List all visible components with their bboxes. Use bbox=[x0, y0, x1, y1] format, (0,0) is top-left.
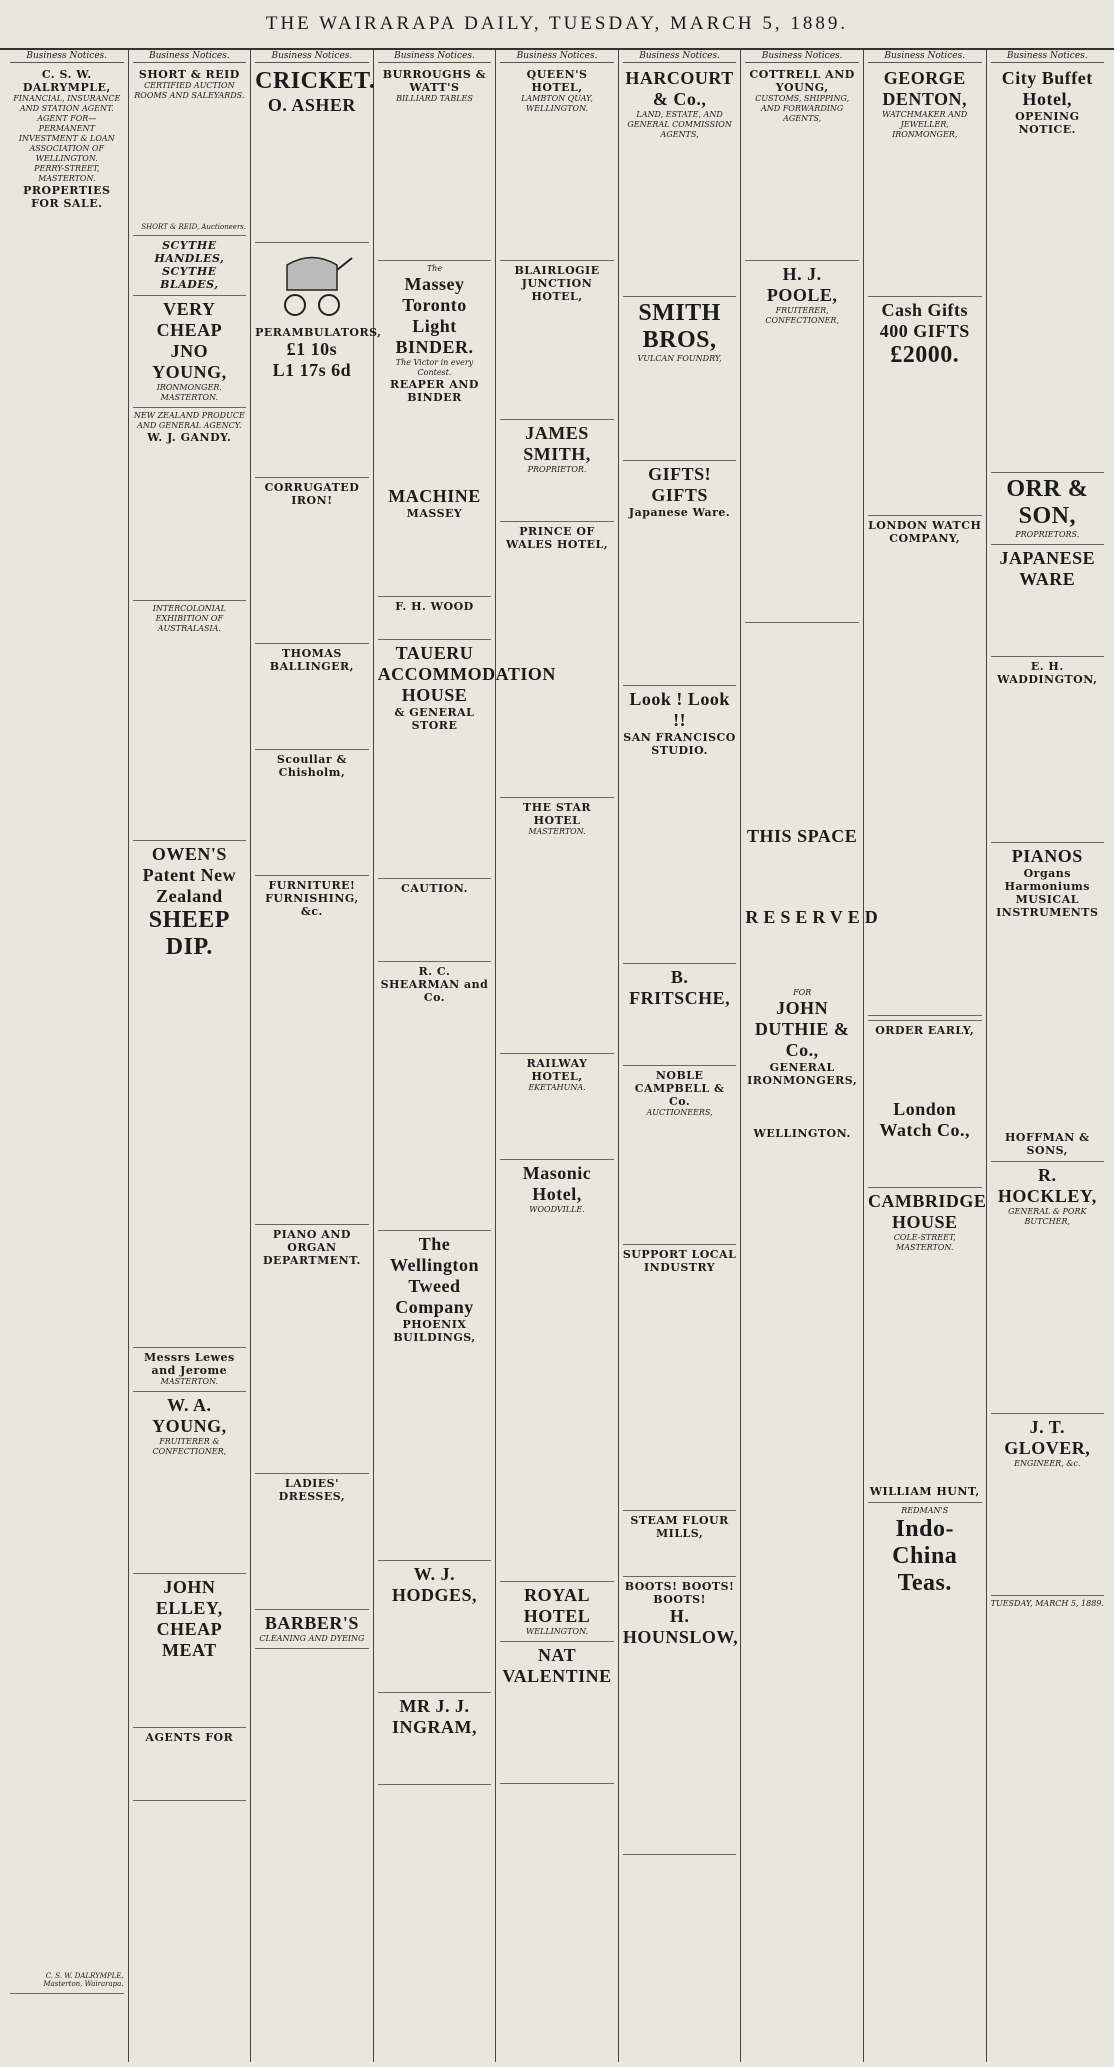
property-listings bbox=[10, 212, 124, 1972]
ad-body bbox=[991, 921, 1105, 1131]
ad-body bbox=[868, 547, 982, 747]
ad-title: JAMES SMITH, bbox=[523, 423, 591, 465]
ad-body bbox=[378, 615, 492, 635]
ad-price-2: L1 17s 6d bbox=[272, 360, 352, 381]
ad-title: JAPANESE WARE bbox=[999, 548, 1096, 590]
ad-subtitle: GENERAL & PORK BUTCHER, bbox=[1008, 1207, 1087, 1227]
ad-title: FURNITURE! FURNISHING, &c. bbox=[265, 879, 359, 919]
ad-subtitle: RESERVED bbox=[745, 907, 883, 928]
ad-title: BLAIRLOGIE JUNCTION HOTEL, bbox=[514, 264, 600, 304]
column-9 bbox=[987, 50, 1109, 2062]
hodges-ad bbox=[378, 1561, 492, 1693]
ad-title: AGENTS FOR bbox=[145, 1731, 234, 1745]
imprint bbox=[991, 1596, 1105, 1613]
cambridge-house-ad bbox=[867, 1188, 987, 1503]
ad-body bbox=[378, 106, 492, 256]
watch-prices-table bbox=[868, 747, 982, 1016]
ad-title: H. J. POOLE, bbox=[766, 264, 838, 306]
ad-subtitle: Japanese Ware. bbox=[628, 506, 731, 520]
san-francisco-studio-ad bbox=[623, 686, 737, 964]
ad-body bbox=[745, 328, 859, 618]
ad-body bbox=[133, 963, 247, 1343]
ad-title: Scoullar & Chisholm, bbox=[276, 753, 347, 780]
prince-of-wales-ad bbox=[500, 522, 614, 798]
ad-title: MR J. J. INGRAM, bbox=[391, 1696, 477, 1738]
column-4 bbox=[374, 50, 556, 2062]
glover-ad bbox=[991, 1414, 1105, 1596]
ad-amount: £2000. bbox=[890, 342, 960, 369]
ad-signature: SHORT & REID, Auctioneers. bbox=[141, 223, 247, 232]
george-denton-ad bbox=[868, 65, 982, 297]
ad-subtitle: FINANCIAL, INSURANCE AND STATION AGENT. bbox=[13, 94, 121, 114]
ingram-ad bbox=[378, 1693, 492, 1785]
ad-title: W. A. YOUNG, bbox=[152, 1395, 227, 1437]
ad-title: C. S. W. DALRYMPLE, bbox=[22, 68, 111, 95]
ad-body bbox=[500, 116, 614, 256]
column-header: Business Notices. bbox=[255, 52, 369, 63]
column-5 bbox=[496, 50, 619, 2062]
ad-subtitle: PROPRIETOR. bbox=[527, 465, 587, 475]
pram-illustration bbox=[267, 250, 357, 320]
ad-title: CRICKET. bbox=[255, 68, 376, 95]
gifts-ad bbox=[623, 461, 737, 686]
ad-body bbox=[378, 1346, 492, 1556]
fritsche-ad bbox=[623, 964, 737, 1066]
pianos-ad bbox=[991, 843, 1105, 1162]
ad-body bbox=[255, 675, 369, 745]
ad-agent: AGENT FOR—PERMANENT INVESTMENT & LOAN ASSOCIATION OF WELLINGTON. bbox=[18, 114, 115, 164]
spacer bbox=[745, 626, 859, 826]
ad-title: SMITH BROS, bbox=[638, 300, 721, 354]
railway-hotel-ad bbox=[500, 1054, 614, 1160]
ad-subtitle: OPENING NOTICE. bbox=[1015, 110, 1080, 137]
ad-title: THOMAS BALLINGER, bbox=[269, 647, 355, 674]
ad-body bbox=[868, 371, 982, 511]
ad-body-2 bbox=[868, 1143, 982, 1183]
column-header: Business Notices. bbox=[623, 52, 737, 63]
column-1 bbox=[6, 50, 129, 2062]
owens-sheep-dip-ad bbox=[133, 841, 247, 1348]
john-elley-ad bbox=[133, 1574, 247, 1728]
ad-title: THIS SPACE bbox=[747, 826, 858, 847]
ad-body bbox=[623, 1542, 737, 1572]
ad-title: GEORGE DENTON, bbox=[882, 68, 968, 110]
ad-subtitle: CLEANING AND DYEING bbox=[259, 1634, 365, 1644]
ad-subtitle: Patent New Zealand bbox=[142, 865, 237, 907]
wa-young-ad bbox=[133, 1392, 247, 1574]
ad-subtitle-2: REAPER AND BINDER bbox=[390, 378, 479, 405]
ad-body bbox=[623, 1011, 737, 1061]
ad-subtitle: VULCAN FOUNDRY, bbox=[637, 354, 722, 364]
ad-subtitle: MASTERTON. bbox=[160, 1377, 219, 1387]
ad-name: W. J. GANDY. bbox=[147, 431, 232, 445]
ad-title: RAILWAY HOTEL, bbox=[526, 1057, 588, 1084]
furniture-ad bbox=[255, 876, 369, 1225]
ad-body bbox=[991, 1229, 1105, 1409]
ad-body bbox=[623, 142, 737, 292]
ad-title: Messrs Lewes and Jerome bbox=[143, 1351, 235, 1378]
column-7 bbox=[741, 50, 883, 2062]
ad-title: CAUTION. bbox=[400, 882, 468, 896]
ad-body bbox=[623, 759, 737, 959]
ad-subtitle: WELLINGTON. bbox=[525, 1627, 589, 1637]
caution-ad bbox=[378, 879, 492, 962]
ad-section: PROPERTIES FOR SALE. bbox=[23, 184, 111, 211]
column-header: Business Notices. bbox=[10, 52, 124, 63]
column-header: Business Notices. bbox=[991, 52, 1105, 63]
ad-body bbox=[500, 305, 614, 415]
ad-title: INTERCOLONIAL EXHIBITION OF AUSTRALASIA. bbox=[152, 604, 226, 634]
ad-body bbox=[133, 1663, 247, 1723]
london-watch-company-ad bbox=[868, 516, 982, 1021]
ad-title: COTTRELL AND YOUNG, bbox=[749, 68, 855, 95]
ad-name: HOFFMAN & SONS, bbox=[1004, 1131, 1090, 1158]
ad-body bbox=[623, 1650, 737, 1850]
gandy-ad bbox=[133, 408, 247, 601]
ad-subtitle: & GENERAL STORE bbox=[394, 706, 475, 733]
ad-subtitle: The Victor in every Contest. bbox=[395, 358, 474, 378]
ad-body bbox=[623, 366, 737, 456]
ad-name: H. HOUNSLOW, bbox=[622, 1606, 739, 1648]
james-smith-ad bbox=[500, 420, 614, 522]
column-header: Business Notices. bbox=[745, 52, 859, 63]
ad-body bbox=[255, 383, 369, 473]
scythe-ad bbox=[133, 236, 247, 296]
jno-young-ad bbox=[133, 296, 247, 408]
masonic-hotel-ad bbox=[500, 1160, 614, 1582]
ad-title: B. FRITSCHE, bbox=[629, 967, 731, 1009]
ad-title: PIANOS bbox=[1011, 846, 1083, 867]
ad-title: SUPPORT LOCAL INDUSTRY bbox=[622, 1248, 737, 1275]
cottrell-young-ad bbox=[745, 65, 859, 261]
ad-title: PIANO AND ORGAN DEPARTMENT. bbox=[263, 1228, 361, 1268]
ad-title: BOOTS! BOOTS! BOOTS! bbox=[624, 1580, 735, 1607]
ad-title: ORR & SON, bbox=[1006, 476, 1089, 530]
ad-title: F. H. WOOD bbox=[395, 600, 474, 614]
cash-gifts-ad bbox=[868, 297, 982, 516]
ad-title: ORDER EARLY, bbox=[875, 1024, 975, 1038]
ad-body bbox=[378, 1608, 492, 1688]
ad-subtitle: CUSTOMS, SHIPPING, AND FORWARDING AGENTS, bbox=[755, 94, 850, 124]
ad-title: Cash Gifts bbox=[881, 300, 968, 321]
column-header: Business Notices. bbox=[500, 52, 614, 63]
ad-body bbox=[255, 781, 369, 871]
ad-title: THE STAR HOTEL bbox=[523, 801, 592, 828]
ad-title-2: London Watch Co., bbox=[879, 1099, 970, 1141]
short-reid-ad bbox=[133, 65, 247, 236]
nat-valentine-ad bbox=[500, 1642, 614, 1784]
imprint-date: TUESDAY, MARCH 5, 1889. bbox=[990, 1599, 1104, 1609]
ad-body bbox=[378, 406, 492, 486]
perambulators-ad bbox=[255, 243, 382, 478]
ad-price: £1 10s bbox=[286, 339, 338, 360]
ad-body bbox=[133, 446, 247, 596]
ad-headline: SHEEP DIP. bbox=[148, 907, 230, 961]
order-early-ad bbox=[868, 1021, 982, 1188]
taueru-ad bbox=[377, 640, 556, 879]
ad-body bbox=[623, 521, 737, 681]
ad-subtitle: AUCTIONEERS, bbox=[646, 1108, 713, 1118]
ad-title-2: MUSICAL INSTRUMENTS bbox=[996, 893, 1099, 920]
ad-title: SCYTHE HANDLES, SCYTHE BLADES, bbox=[154, 239, 225, 292]
ad-subtitle: WATCHMAKER AND JEWELLER, IRONMONGER, bbox=[882, 110, 968, 140]
city-buffet-hotel-ad bbox=[991, 65, 1105, 473]
piano-dept-ad bbox=[255, 1225, 369, 1474]
masthead: THE WAIRARAPA DAILY, TUESDAY, MARCH 5, 1889. bbox=[0, 0, 1114, 50]
ad-title: TAUERU ACCOMMODATION HOUSE bbox=[377, 643, 556, 706]
ad-body bbox=[991, 138, 1105, 468]
ad-body bbox=[255, 118, 369, 238]
poole-ad bbox=[745, 261, 859, 623]
column-header: Business Notices. bbox=[378, 52, 492, 63]
ad-title: R. C. SHEARMAN and Co. bbox=[380, 965, 489, 1005]
ad-subtitle-4: MASSEY bbox=[406, 507, 463, 521]
ad-subtitle-2: GENERAL IRONMONGERS, bbox=[747, 1061, 858, 1088]
hounslow-ad bbox=[623, 1577, 737, 1855]
ad-title: The Wellington Tweed Company bbox=[389, 1234, 479, 1318]
ad-subtitle: MASTERTON. bbox=[528, 827, 586, 837]
ad-subtitle: LAND, ESTATE, AND GENERAL COMMISSION AGENTS, bbox=[627, 110, 732, 140]
ad-body bbox=[255, 509, 369, 639]
ad-subtitle: FRUITERER & CONFECTIONER, bbox=[152, 1437, 227, 1457]
spacer bbox=[745, 847, 859, 907]
shearman-ad bbox=[378, 962, 492, 1231]
ad-title: E. H. WADDINGTON, bbox=[997, 660, 1098, 687]
ad-title: PERAMBULATORS, bbox=[255, 326, 382, 340]
ad-title: Massey Toronto Light BINDER. bbox=[395, 274, 474, 358]
column-6 bbox=[619, 50, 742, 2062]
orr-son-ad bbox=[991, 473, 1105, 545]
ad-body bbox=[991, 1471, 1105, 1591]
ad-title: SHORT & REID bbox=[138, 68, 240, 82]
ad-title: BARBER'S bbox=[264, 1613, 359, 1634]
ad-body bbox=[255, 1505, 369, 1605]
ladies-dresses-ad bbox=[255, 1474, 369, 1610]
ad-title: VERY CHEAP bbox=[156, 299, 223, 341]
ad-body bbox=[255, 1269, 369, 1469]
ad-title: LONDON WATCH COMPANY, bbox=[868, 519, 982, 546]
queens-hotel-ad bbox=[500, 65, 614, 261]
ad-title: Masonic Hotel, bbox=[522, 1163, 592, 1205]
ad-title: LADIES' DRESSES, bbox=[278, 1477, 346, 1504]
ad-subtitle: CERTIFIED AUCTION ROOMS AND SALEYARDS. bbox=[134, 81, 245, 101]
columns bbox=[6, 50, 1108, 2062]
ad-subtitle: Indo-China Teas. bbox=[892, 1516, 958, 1597]
tweed-company-ad bbox=[378, 1231, 492, 1561]
ad-subtitle: IRONMONGER. MASTERTON. bbox=[156, 383, 222, 403]
ad-subtitle: ENGINEER, &c. bbox=[1014, 1459, 1081, 1469]
ad-title: City Buffet Hotel, bbox=[1001, 68, 1093, 110]
ad-title: GIFTS! GIFTS bbox=[648, 464, 712, 506]
ad-body bbox=[255, 920, 369, 1220]
ad-subtitle: EKETAHUNA. bbox=[528, 1083, 586, 1093]
ad-title: STEAM FLOUR MILLS, bbox=[630, 1514, 729, 1541]
hockley-ad bbox=[991, 1162, 1105, 1414]
column-8 bbox=[864, 50, 987, 2062]
noble-campbell-ad bbox=[623, 1066, 737, 1245]
spacer bbox=[745, 1087, 859, 1127]
ad-body bbox=[868, 142, 982, 292]
ad-place: WELLINGTON. bbox=[753, 1127, 851, 1141]
ad-body bbox=[500, 1689, 614, 1779]
ad-body bbox=[991, 592, 1105, 652]
ad-subtitle: Organs Harmoniums bbox=[1004, 867, 1090, 894]
waddington-ad bbox=[991, 657, 1105, 843]
ad-title: REDMAN'S bbox=[901, 1506, 949, 1516]
ad-title: JOHN ELLEY, bbox=[155, 1577, 223, 1619]
column-header: Business Notices. bbox=[133, 52, 247, 63]
ad-footer: C. S. W. DALRYMPLE, Masterton, Wairarapa. bbox=[43, 1972, 124, 1989]
corrugated-iron-ad bbox=[255, 478, 369, 644]
exhibition-ad bbox=[133, 601, 247, 841]
ad-body-2 bbox=[378, 522, 492, 592]
reserved-space-ad bbox=[745, 623, 883, 1144]
harcourt-ad bbox=[623, 65, 737, 297]
ad-subtitle: SAN FRANCISCO STUDIO. bbox=[623, 731, 736, 758]
ad-body bbox=[133, 636, 247, 836]
ad-kicker: The bbox=[426, 264, 443, 274]
japanese-ware-ad bbox=[991, 545, 1105, 657]
star-hotel-ad bbox=[500, 798, 614, 1054]
ad-body bbox=[868, 1255, 982, 1485]
ad-body bbox=[133, 103, 247, 223]
ad-title: W. J. HODGES, bbox=[391, 1564, 477, 1606]
agents-ad bbox=[133, 1728, 247, 1801]
ad-title: NAT VALENTINE bbox=[502, 1645, 612, 1687]
cricket-ad bbox=[255, 65, 376, 243]
ad-body bbox=[745, 126, 859, 256]
blairlogie-hotel-ad bbox=[500, 261, 614, 420]
scoullar-chisholm-ad bbox=[255, 750, 369, 876]
ad-place: PERRY-STREET, MASTERTON. bbox=[34, 164, 100, 184]
ad-body bbox=[378, 734, 492, 874]
spacer bbox=[745, 928, 859, 988]
ad-subtitle: FRUITERER, CONFECTIONER, bbox=[765, 306, 839, 326]
ad-for: FOR bbox=[793, 988, 812, 998]
fh-wood-ad bbox=[378, 597, 492, 640]
ad-body bbox=[623, 1120, 737, 1240]
burroughs-watts-ad bbox=[378, 65, 492, 261]
barbers-ad bbox=[255, 1610, 369, 1649]
flour-mills-ad bbox=[623, 1511, 737, 1577]
ad-title: PRINCE OF WALES HOTEL, bbox=[505, 525, 609, 552]
ad-title: CAMBRIDGE HOUSE bbox=[867, 1191, 987, 1233]
ad-subtitle: COLE-STREET, MASTERTON. bbox=[893, 1233, 956, 1253]
dalrymple-ad bbox=[10, 65, 124, 1993]
ad-body bbox=[500, 477, 614, 517]
lewes-jerome-ad bbox=[133, 1348, 247, 1392]
ad-name: JNO YOUNG, bbox=[152, 341, 227, 383]
column-header: Business Notices. bbox=[868, 52, 982, 63]
ad-body bbox=[378, 1740, 492, 1780]
ad-subtitle: PHOENIX BUILDINGS, bbox=[393, 1318, 476, 1345]
ad-subtitle: CHEAP MEAT bbox=[156, 1619, 223, 1661]
redmans-teas-ad bbox=[868, 1503, 982, 1601]
smith-bros-ad bbox=[623, 297, 737, 461]
ad-body bbox=[500, 1217, 614, 1577]
ad-body bbox=[133, 1746, 247, 1796]
ad-body bbox=[623, 1276, 737, 1506]
ad-body bbox=[991, 688, 1105, 838]
ad-subtitle-3: MACHINE bbox=[388, 486, 481, 507]
ad-title: CORRUGATED IRON! bbox=[264, 481, 360, 508]
ballinger-ad bbox=[255, 644, 369, 750]
ad-title: Look ! Look !! bbox=[629, 689, 730, 731]
royal-hotel-ad bbox=[500, 1582, 614, 1642]
ad-title: NEW ZEALAND PRODUCE AND GENERAL AGENCY. bbox=[133, 411, 245, 431]
ad-name: WILLIAM HUNT, bbox=[869, 1485, 980, 1499]
ad-name: O. ASHER bbox=[267, 95, 356, 116]
ad-subtitle: BILLIARD TABLES bbox=[396, 94, 473, 104]
ad-title: BURROUGHS & WATT'S bbox=[382, 68, 487, 95]
column-2 bbox=[129, 50, 252, 2062]
ad-title: NOBLE CAMPBELL & Co. bbox=[634, 1069, 725, 1109]
ad-title: HARCOURT & Co., bbox=[625, 68, 734, 110]
ad-body bbox=[868, 1039, 982, 1099]
ad-title: ROYAL HOTEL bbox=[523, 1585, 591, 1627]
massey-binder-ad bbox=[378, 261, 492, 597]
ad-body bbox=[378, 1006, 492, 1226]
ad-body bbox=[378, 897, 492, 957]
ad-title: OWEN'S bbox=[151, 844, 227, 865]
ad-name: JOHN DUTHIE & Co., bbox=[754, 998, 850, 1061]
ad-subtitle: 400 GIFTS bbox=[879, 321, 970, 342]
ad-subtitle: PROPRIETORS. bbox=[1015, 530, 1080, 540]
ad-title: QUEEN'S HOTEL, bbox=[526, 68, 588, 95]
ad-body bbox=[133, 1459, 247, 1569]
ad-body bbox=[500, 1095, 614, 1155]
column-3 bbox=[251, 50, 382, 2062]
ad-body bbox=[500, 553, 614, 793]
ad-body bbox=[500, 839, 614, 1049]
ad-title: J. T. GLOVER, bbox=[1004, 1417, 1091, 1459]
ad-subtitle: WOODVILLE. bbox=[529, 1205, 585, 1215]
ad-title: R. HOCKLEY, bbox=[997, 1165, 1097, 1207]
local-industry-ad bbox=[623, 1245, 737, 1511]
ad-subtitle: LAMBTON QUAY, WELLINGTON. bbox=[521, 94, 593, 114]
